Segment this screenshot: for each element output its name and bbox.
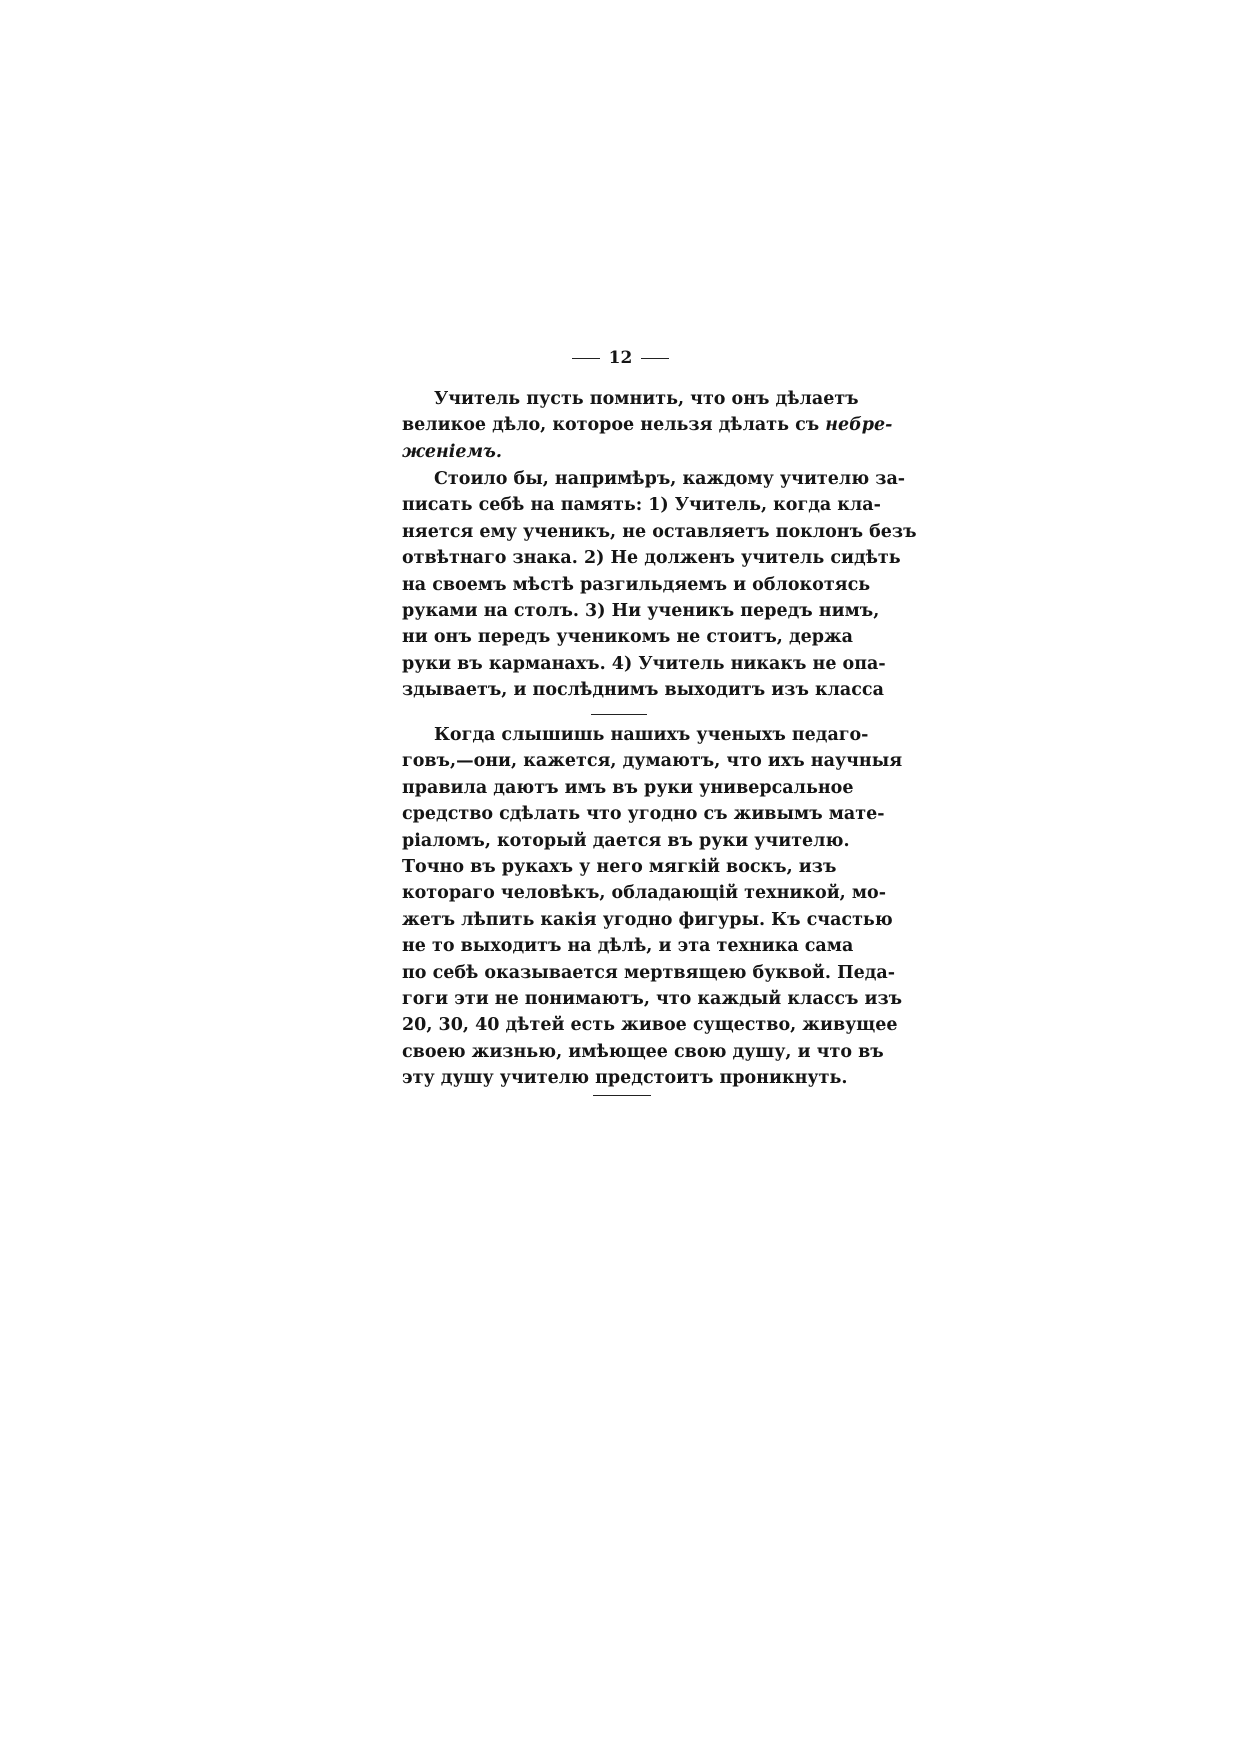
- text-line: отвѣтнаго знака. 2) Не долженъ учитель сидѣть: [402, 548, 901, 569]
- section-divider: [591, 714, 647, 715]
- text-line: [402, 439, 836, 465]
- text-line: Когда слышишь нашихъ ученыхъ педаго-: [434, 725, 869, 745]
- text-line: 20, 30, 40 дѣтей есть живое существо, живущее: [402, 1015, 898, 1036]
- text-line: няется ему ученикъ, не оставляетъ поклонъ безъ: [402, 521, 917, 542]
- page-number: 12: [608, 348, 633, 368]
- text-line: Точно въ рукахъ у него мягкій воскъ, изъ: [402, 857, 837, 878]
- paragraph-2: [402, 466, 917, 704]
- text-line: по себѣ оказывается мертвящею буквой. Педа-: [402, 962, 895, 983]
- paragraph-1: [402, 386, 893, 465]
- right-dash: [641, 358, 669, 359]
- text-line: ни онъ передъ ученикомъ не стоитъ, держа: [402, 627, 854, 648]
- text-line: писать себѣ на память: 1) Учитель, когда кла-: [402, 495, 881, 516]
- text-line: [402, 412, 893, 438]
- text-line: ріаломъ, который дается въ руки учителю.: [402, 830, 850, 851]
- text-line: не то выходитъ на дѣлѣ, и эта техника сама: [402, 936, 854, 957]
- text-line: котораго человѣкъ, обладающій техникой, мо-: [402, 883, 886, 904]
- text-line: Учитель пусть помнить, что онъ дѣлаетъ: [434, 389, 859, 409]
- paragraph-3: [402, 722, 903, 1092]
- text-line: гоги эти не понимаютъ, что каждый классъ изъ: [402, 989, 903, 1010]
- text-line: говъ,—они, кажется, думаютъ, что ихъ научныя: [402, 751, 903, 772]
- end-divider: [593, 1095, 651, 1096]
- italic-word-part: женіемъ.: [402, 441, 502, 462]
- text-line-part: великое дѣло, которое нельзя дѣлать съ: [402, 415, 820, 436]
- left-dash: [572, 358, 600, 359]
- page-number-header: [0, 346, 1241, 370]
- text-line: на своемъ мѣстѣ разгильдяемъ и облокотясь: [402, 574, 871, 595]
- italic-word-part: небре-: [825, 415, 893, 436]
- text-line: эту душу учителю предстоитъ проникнуть.: [402, 1068, 848, 1089]
- text-line: своею жизнью, имѣющее свою душу, и что въ: [402, 1041, 884, 1062]
- text-line: правила даютъ имъ въ руки универсальное: [402, 777, 854, 798]
- text-line: средство сдѣлать что угодно съ живымъ мате-: [402, 804, 885, 825]
- text-line: здываетъ, и послѣднимъ выходитъ изъ класса: [402, 680, 884, 701]
- text-line: жетъ лѣпить какія угодно фигуры. Къ счастью: [402, 909, 893, 930]
- text-line: руками на столъ. 3) Ни ученикъ передъ нимъ,: [402, 601, 880, 622]
- text-line: руки въ карманахъ. 4) Учитель никакъ не опа-: [402, 653, 886, 674]
- text-line: Стоило бы, напримѣръ, каждому учителю за-: [434, 469, 906, 489]
